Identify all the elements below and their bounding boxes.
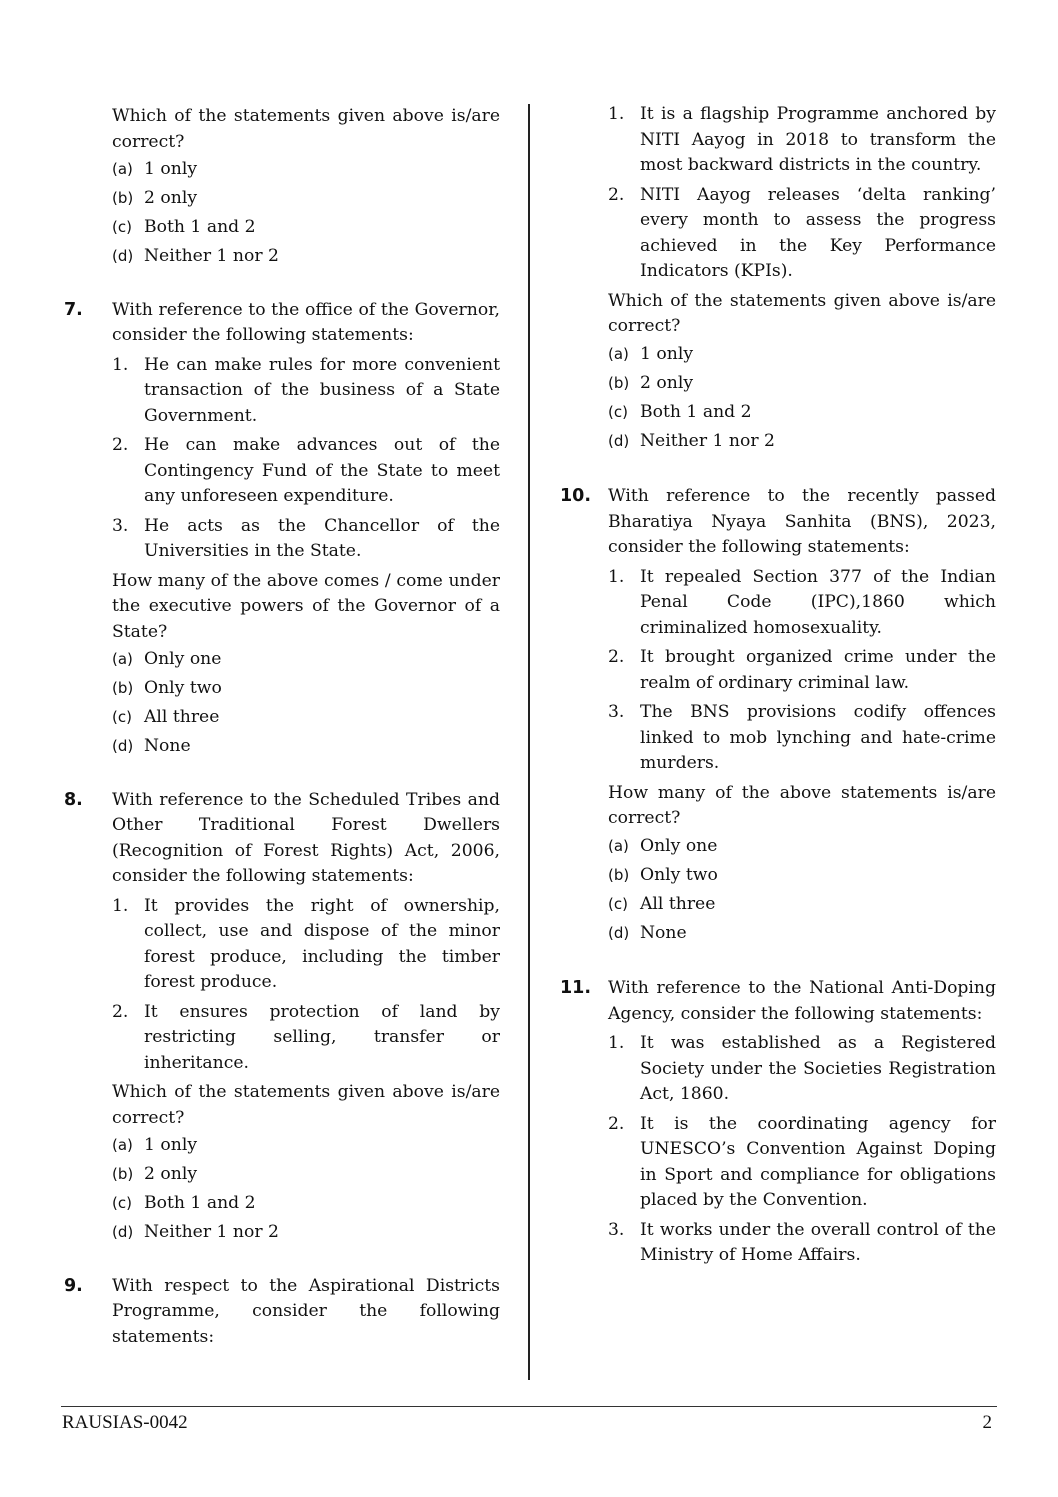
option-c: (c) All three: [608, 893, 716, 914]
option-a: (a) 1 only: [112, 159, 198, 179]
statement-3: 3. He acts as the Chancellor of the Universities in the State.: [112, 515, 500, 561]
option-d: (d) Neither 1 nor 2: [608, 430, 775, 451]
statement-2: 2. He can make advances out of the Contingency Fund of the State to meet any unforeseen expenditure.: [112, 435, 500, 506]
statement-1: 1. It was established as a Registered Society under the Societies Registration Act, 1860.: [608, 1033, 996, 1104]
statement-1: 1. It is a flagship Programme anchored by NITI Aayog in 2018 to transform the most backward districts in the country.: [608, 104, 996, 175]
statement-3: 3. The BNS provisions codify offences linked to mob lynching and hate-crime murders.: [608, 702, 996, 773]
option-d: (d) None: [608, 922, 687, 943]
question-prompt: How many of the above statements is/are correct?: [608, 782, 996, 828]
option-a: (a) Only one: [608, 835, 718, 856]
statement-2: 2. It brought organized crime under the realm of ordinary criminal law.: [608, 647, 996, 693]
option-d: (d) Neither 1 nor 2: [112, 246, 279, 266]
statement-1: 1. It repealed Section 377 of the Indian Penal Code (IPC),1860 which criminalized homosexuality.: [608, 566, 996, 638]
question-number: 11.: [560, 978, 592, 998]
option-c: (c) Both 1 and 2: [608, 401, 752, 422]
option-b: (b) 2 only: [112, 1164, 198, 1184]
question-11: [556, 976, 996, 1269]
question-stem: With reference to the office of the Governor, consider the following statements:: [112, 299, 500, 345]
question-8: [60, 788, 500, 1246]
option-d: (d) Neither 1 nor 2: [112, 1222, 279, 1242]
option-c: (c) All three: [112, 707, 220, 727]
statement-2: 2. It is the coordinating agency for UNESCO’s Convention Against Doping in Sport and compliance for obligations placed by the Convention.: [608, 1113, 996, 1210]
statement-2: 2. It ensures protection of land by restricting selling, transfer or inheritance.: [112, 1001, 500, 1073]
option-d: (d) None: [112, 736, 191, 756]
question-6-continuation: [60, 104, 500, 270]
statement-2: 2. NITI Aayog releases ‘delta ranking’ every month to assess the progress achieved in the Key Performance Indicators (KPIs).: [608, 184, 996, 281]
question-number: 7.: [64, 299, 83, 320]
option-b: (b) 2 only: [112, 188, 198, 208]
question-number: 9.: [64, 1275, 83, 1296]
option-b: (b) 2 only: [608, 372, 694, 393]
statement-3: 3. It works under the overall control of the Ministry of Home Affairs.: [608, 1219, 996, 1265]
question-stem: With reference to the National Anti-Doping Agency, consider the following statements:: [608, 978, 996, 1024]
question-prompt: Which of the statements given above is/are correct?: [608, 290, 996, 336]
question-9-continuation: [556, 102, 996, 454]
statement-1: 1. He can make rules for more convenient transaction of the business of a State Government.: [112, 354, 500, 426]
option-c: (c) Both 1 and 2: [112, 217, 256, 237]
right-column: [556, 102, 996, 1273]
question-stem: With reference to the recently passed Bharatiya Nyaya Sanhita (BNS), 2023, consider the following statements:: [608, 486, 996, 557]
page-number: 2: [982, 1412, 992, 1433]
question-prompt: How many of the above comes / come under the executive powers of the Governor of a State?: [112, 570, 500, 642]
footer-divider: [61, 1406, 997, 1407]
option-a: (a) Only one: [112, 649, 222, 669]
option-b: (b) Only two: [112, 678, 222, 698]
column-divider: [528, 104, 530, 1380]
question-prompt: Which of the statements given above is/are correct?: [112, 106, 500, 152]
question-10: [556, 484, 996, 946]
footer-code: RAUSIAS-0042: [62, 1412, 188, 1433]
question-stem: With respect to the Aspirational Districts Programme, consider the following statements:: [112, 1275, 500, 1347]
option-b: (b) Only two: [608, 864, 718, 885]
option-c: (c) Both 1 and 2: [112, 1193, 256, 1213]
statement-1: 1. It provides the right of ownership, collect, use and dispose of the minor forest produce, including the timber forest produce.: [112, 895, 500, 992]
question-number: 8.: [64, 789, 83, 810]
option-a: (a) 1 only: [112, 1135, 198, 1155]
option-a: (a) 1 only: [608, 343, 694, 364]
question-7: [60, 298, 500, 760]
question-number: 10.: [560, 486, 592, 506]
question-stem: With reference to the Scheduled Tribes and Other Traditional Forest Dwellers (Recognition of Forest Rights) Act, 2006, consider the following statements:: [112, 789, 500, 886]
question-prompt: Which of the statements given above is/are correct?: [112, 1082, 500, 1128]
left-column: [60, 102, 500, 1354]
question-9: [60, 1274, 500, 1351]
